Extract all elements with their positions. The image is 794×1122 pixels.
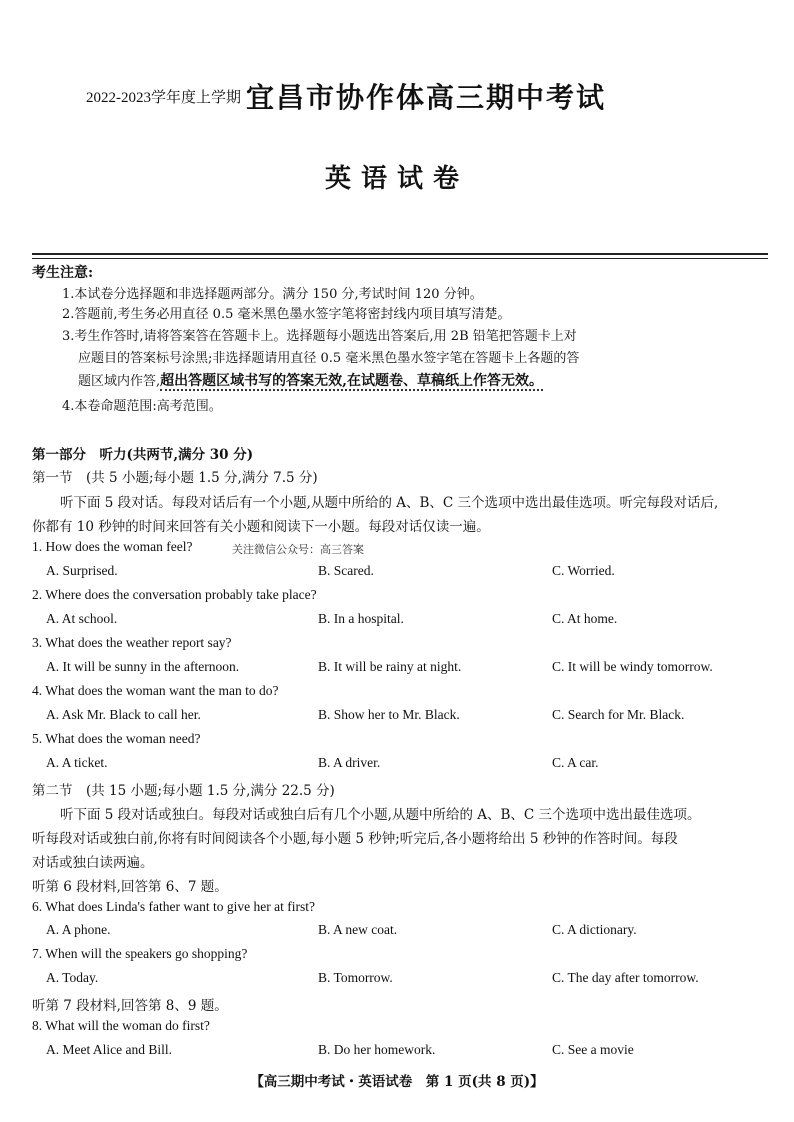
- q3-option-a: A. It will be sunny in the afternoon.: [46, 659, 240, 674]
- watermark-text: 关注微信公众号：高三答案: [232, 543, 364, 556]
- material-7-instruction: 听第 7 段材料,回答第 8、9 题。: [32, 998, 228, 1014]
- question-3: 3. What does the weather report say?: [32, 635, 232, 650]
- question-7: 7. When will the speakers go shopping?: [32, 946, 248, 961]
- q3-option-b: B. It will be rainy at night.: [318, 659, 462, 674]
- q3-option-c: C. It will be windy tomorrow.: [552, 659, 713, 674]
- q5-option-b: B. A driver.: [318, 755, 381, 770]
- notice-item-3-cont: 应题目的答案标号涂黑;非选择题请用直径 0.5 毫米黑色墨水签字笔在答题卡上各题的答: [78, 351, 580, 366]
- question-2: 2. Where does the conversation probably take place?: [32, 587, 317, 602]
- q7-option-c: C. The day after tomorrow.: [552, 970, 699, 985]
- q1-option-c: C. Worried.: [552, 563, 615, 578]
- q8-option-b: B. Do her homework.: [318, 1042, 436, 1057]
- notice-item-2: 2.答题前,考生务必用直径 0.5 毫米黑色墨水签字笔将密封线内项目填写清楚。: [62, 307, 511, 322]
- exam-title: 宜昌市协作体高三期中考试: [246, 81, 607, 114]
- q4-option-c: C. Search for Mr. Black.: [552, 707, 685, 722]
- question-6: 6. What does Linda's father want to give her at first?: [32, 899, 315, 914]
- notice-item-3-end: [78, 372, 543, 391]
- q4-option-a: A. Ask Mr. Black to call her.: [46, 707, 201, 722]
- notice-item-4: 4.本卷命题范围:高考范围。: [62, 399, 222, 414]
- q5-option-a: A. A ticket.: [46, 755, 108, 770]
- q4-option-b: B. Show her to Mr. Black.: [318, 707, 460, 722]
- section2-intro-line1: 听下面 5 段对话或独白。每段对话或独白后有几个小题,从题中所给的 A、B、C 三个选项中选出最佳选项。: [60, 807, 701, 823]
- question-5: 5. What does the woman need?: [32, 731, 201, 746]
- q7-option-b: B. Tomorrow.: [318, 970, 393, 985]
- notice-item-1: 1.本试卷分选择题和非选择题两部分。满分 150 分,考试时间 120 分钟。: [62, 287, 483, 302]
- section1-title: 第一节 (共 5 小题;每小题 1.5 分,满分 7.5 分): [32, 470, 318, 486]
- notice-item-3-end-text: 题区域内作答,: [78, 374, 161, 389]
- q2-option-c: C. At home.: [552, 611, 618, 626]
- q2-option-b: B. In a hospital.: [318, 611, 404, 626]
- notice-bold-warning: 超出答题区域书写的答案无效,在试题卷、草稿纸上作答无效。: [160, 373, 544, 389]
- section1-intro-line1: 听下面 5 段对话。每段对话后有一个小题,从题中所给的 A、B、C 三个选项中选出最佳选项。听完每段对话后,: [60, 495, 719, 511]
- divider-thin: [32, 258, 768, 259]
- question-1: 1. How does the woman feel?: [32, 539, 193, 554]
- section1-intro-line2: 你都有 10 秒钟的时间来回答有关小题和阅读下一小题。每段对话仅读一遍。: [32, 519, 490, 535]
- subject-title: 英语试卷: [324, 164, 469, 194]
- section2-intro-line3: 对话或独白读两遍。: [32, 855, 154, 871]
- divider-thick: [32, 253, 768, 255]
- question-4: 4. What does the woman want the man to do?: [32, 683, 279, 698]
- q8-option-c: C. See a movie: [552, 1042, 634, 1057]
- notice-title: 考生注意:: [32, 265, 94, 281]
- q6-option-b: B. A new coat.: [318, 922, 398, 937]
- q2-option-a: A. At school.: [46, 611, 118, 626]
- material-6-instruction: 听第 6 段材料,回答第 6、7 题。: [32, 879, 228, 895]
- q5-option-c: C. A car.: [552, 755, 599, 770]
- part1-title: 第一部分 听力(共两节,满分 30 分): [32, 447, 254, 463]
- q6-option-c: C. A dictionary.: [552, 922, 637, 937]
- notice-item-3: 3.考生作答时,请将答案答在答题卡上。选择题每小题选出答案后,用 2B 铅笔把答题卡上对: [62, 329, 577, 344]
- exam-year-term: 2022-2023学年度上学期: [86, 90, 241, 106]
- q7-option-a: A. Today.: [46, 970, 99, 985]
- q1-option-a: A. Surprised.: [46, 563, 118, 578]
- page-footer: 【高三期中考试・英语试卷 第 1 页(共 8 页)】: [250, 1074, 544, 1090]
- question-8: 8. What will the woman do first?: [32, 1018, 210, 1033]
- q1-option-b: B. Scared.: [318, 563, 374, 578]
- q8-option-a: A. Meet Alice and Bill.: [46, 1042, 172, 1057]
- q6-option-a: A. A phone.: [46, 922, 111, 937]
- section2-title: 第二节 (共 15 小题;每小题 1.5 分,满分 22.5 分): [32, 783, 335, 799]
- section2-intro-line2: 听每段对话或独白前,你将有时间阅读各个小题,每小题 5 秒钟;听完后,各小题将给出 5 秒钟的作答时间。每段: [32, 831, 678, 847]
